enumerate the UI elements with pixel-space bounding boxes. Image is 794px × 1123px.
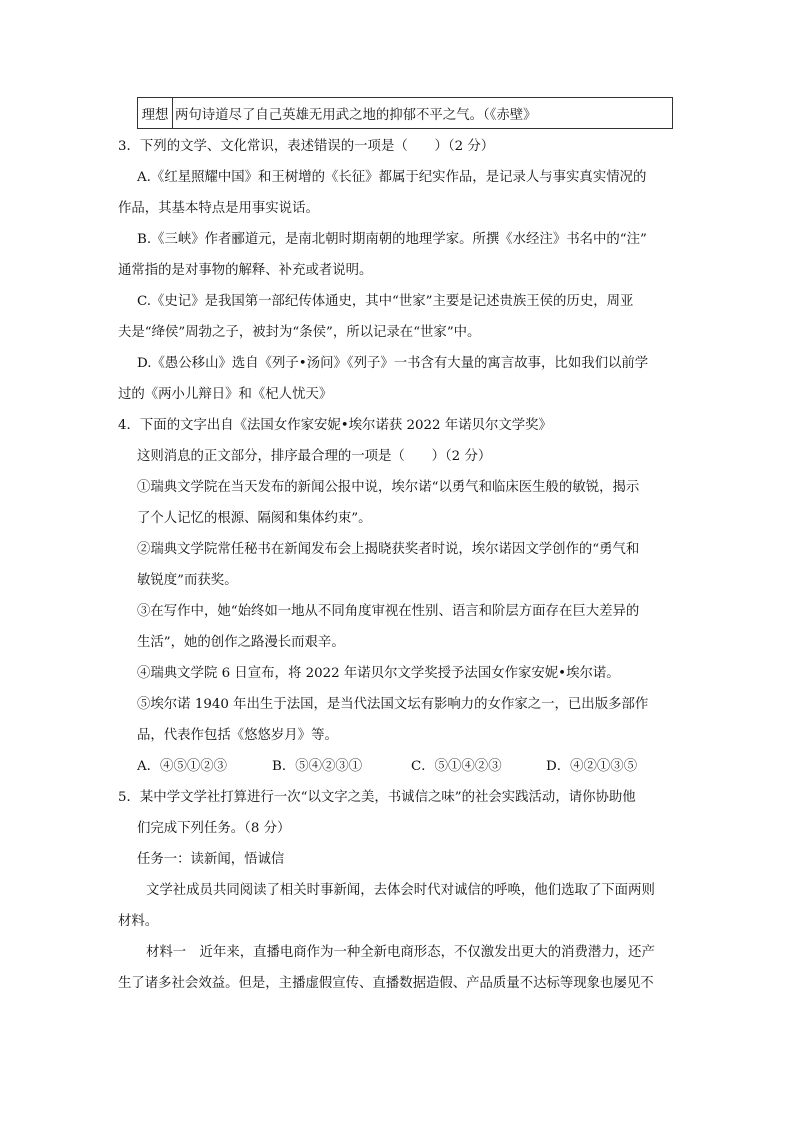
question-4-stem-2: 这则消息的正文部分，排序最合理的一项是（ ）（2 分） xyxy=(137,449,492,464)
q4-sentence-1-line2: 了个人记忆的根源、隔阂和集体约束”。 xyxy=(137,511,372,526)
table-cell-label: 理想 xyxy=(138,98,173,128)
q4-sentence-1-line1: ①瑞典文学院在当天发布的新闻公报中说，埃尔诺“以勇气和临床医生般的敏锐，揭示 xyxy=(137,480,640,495)
material-1-line2: 生了诸多社会效益。但是，主播虚假宣传、直播数据造假、产品质量不达标等现象也屡见不 xyxy=(118,976,654,991)
table-row xyxy=(137,97,673,129)
q3-option-a-line2: 作品，其基本特点是用事实说话。 xyxy=(118,201,319,216)
question-5-stem-line2: 们完成下列任务。（8 分） xyxy=(137,821,291,836)
material-1-line1: 材料一 近年来，直播电商作为一种全新电商形态，不仅激发出更大的消费潜力，还产 xyxy=(146,945,655,960)
q4-option-c: C．⑤①④②③ xyxy=(411,759,502,774)
q3-option-c-line1: C.《史记》是我国第一部纪传体通史，其中“世家”主要是记述贵族王侯的历史，周亚 xyxy=(137,294,634,309)
q3-option-d-line1: D.《愚公移山》选自《列子•汤问》《列子》一书含有大量的寓言故事，比如我们以前学 xyxy=(137,356,649,371)
q4-option-b: B．⑤④②③① xyxy=(272,759,363,774)
q3-option-b-line2: 通常指的是对事物的解释、补充或者说明。 xyxy=(118,263,373,278)
paragraph-1-line1: 文学社成员共同阅读了相关时事新闻，去体会时代对诚信的呼唤，他们选取了下面两则 xyxy=(146,883,655,898)
q3-option-c-line2: 夫是“绛侯”周勃之子，被封为“条侯”，所以记录在“世家”中。 xyxy=(118,325,481,340)
q4-sentence-5-line2: 品，代表作包括《悠悠岁月》等。 xyxy=(137,728,338,743)
q4-option-a: A．④⑤①②③ xyxy=(137,759,228,774)
question-3-stem: 3．下列的文学、文化常识，表述错误的一项是（ ）（2 分） xyxy=(118,139,495,154)
q4-sentence-3-line2: 生活”，她的创作之路漫长而艰辛。 xyxy=(137,635,345,650)
q3-option-d-line2: 过的《两小儿辩日》和《杞人忧天》 xyxy=(118,387,333,402)
q3-option-b-line1: B.《三峡》作者郦道元，是南北朝时期南朝的地理学家。所撰《水经注》书名中的“注” xyxy=(137,232,647,247)
q4-sentence-3-line1: ③在写作中，她“始终如一地从不同角度审视在性别、语言和阶层方面存在巨大差异的 xyxy=(137,604,640,619)
table-cell-text: 两句诗道尽了自己英雄无用武之地的抑郁不平之气。（《赤壁》 xyxy=(175,107,537,123)
q4-sentence-2-line2: 敏锐度”而获奖。 xyxy=(137,573,238,588)
q4-sentence-5-line1: ⑤埃尔诺 1940 年出生于法国，是当代法国文坛有影响力的女作家之一，已出版多部作 xyxy=(137,697,649,712)
paragraph-1-line2: 材料。 xyxy=(118,914,159,929)
question-5-stem-line1: 5．某中学文学社打算进行一次“以文字之美，书诚信之味”的社会实践活动，请你协助他 xyxy=(118,790,636,805)
q4-sentence-4: ④瑞典文学院 6 日宣布，将 2022 年诺贝尔文学奖授予法国女作家安妮•埃尔诺。 xyxy=(137,666,620,681)
question-4-stem: 4．下面的文字出自《法国女作家安妮•埃尔诺获 2022 年诺贝尔文学奖》 xyxy=(118,418,552,433)
q4-option-d: D．④②①③⑤ xyxy=(546,759,638,774)
task-1-heading: 任务一：读新闻，悟诚信 xyxy=(137,852,285,867)
q4-sentence-2-line1: ②瑞典文学院常任秘书在新闻发布会上揭晓获奖者时说，埃尔诺因文学创作的“勇气和 xyxy=(137,542,640,557)
q3-option-a-line1: A.《红星照耀中国》和王树增的《长征》都属于纪实作品，是记录人与事实真实情况的 xyxy=(137,170,647,185)
